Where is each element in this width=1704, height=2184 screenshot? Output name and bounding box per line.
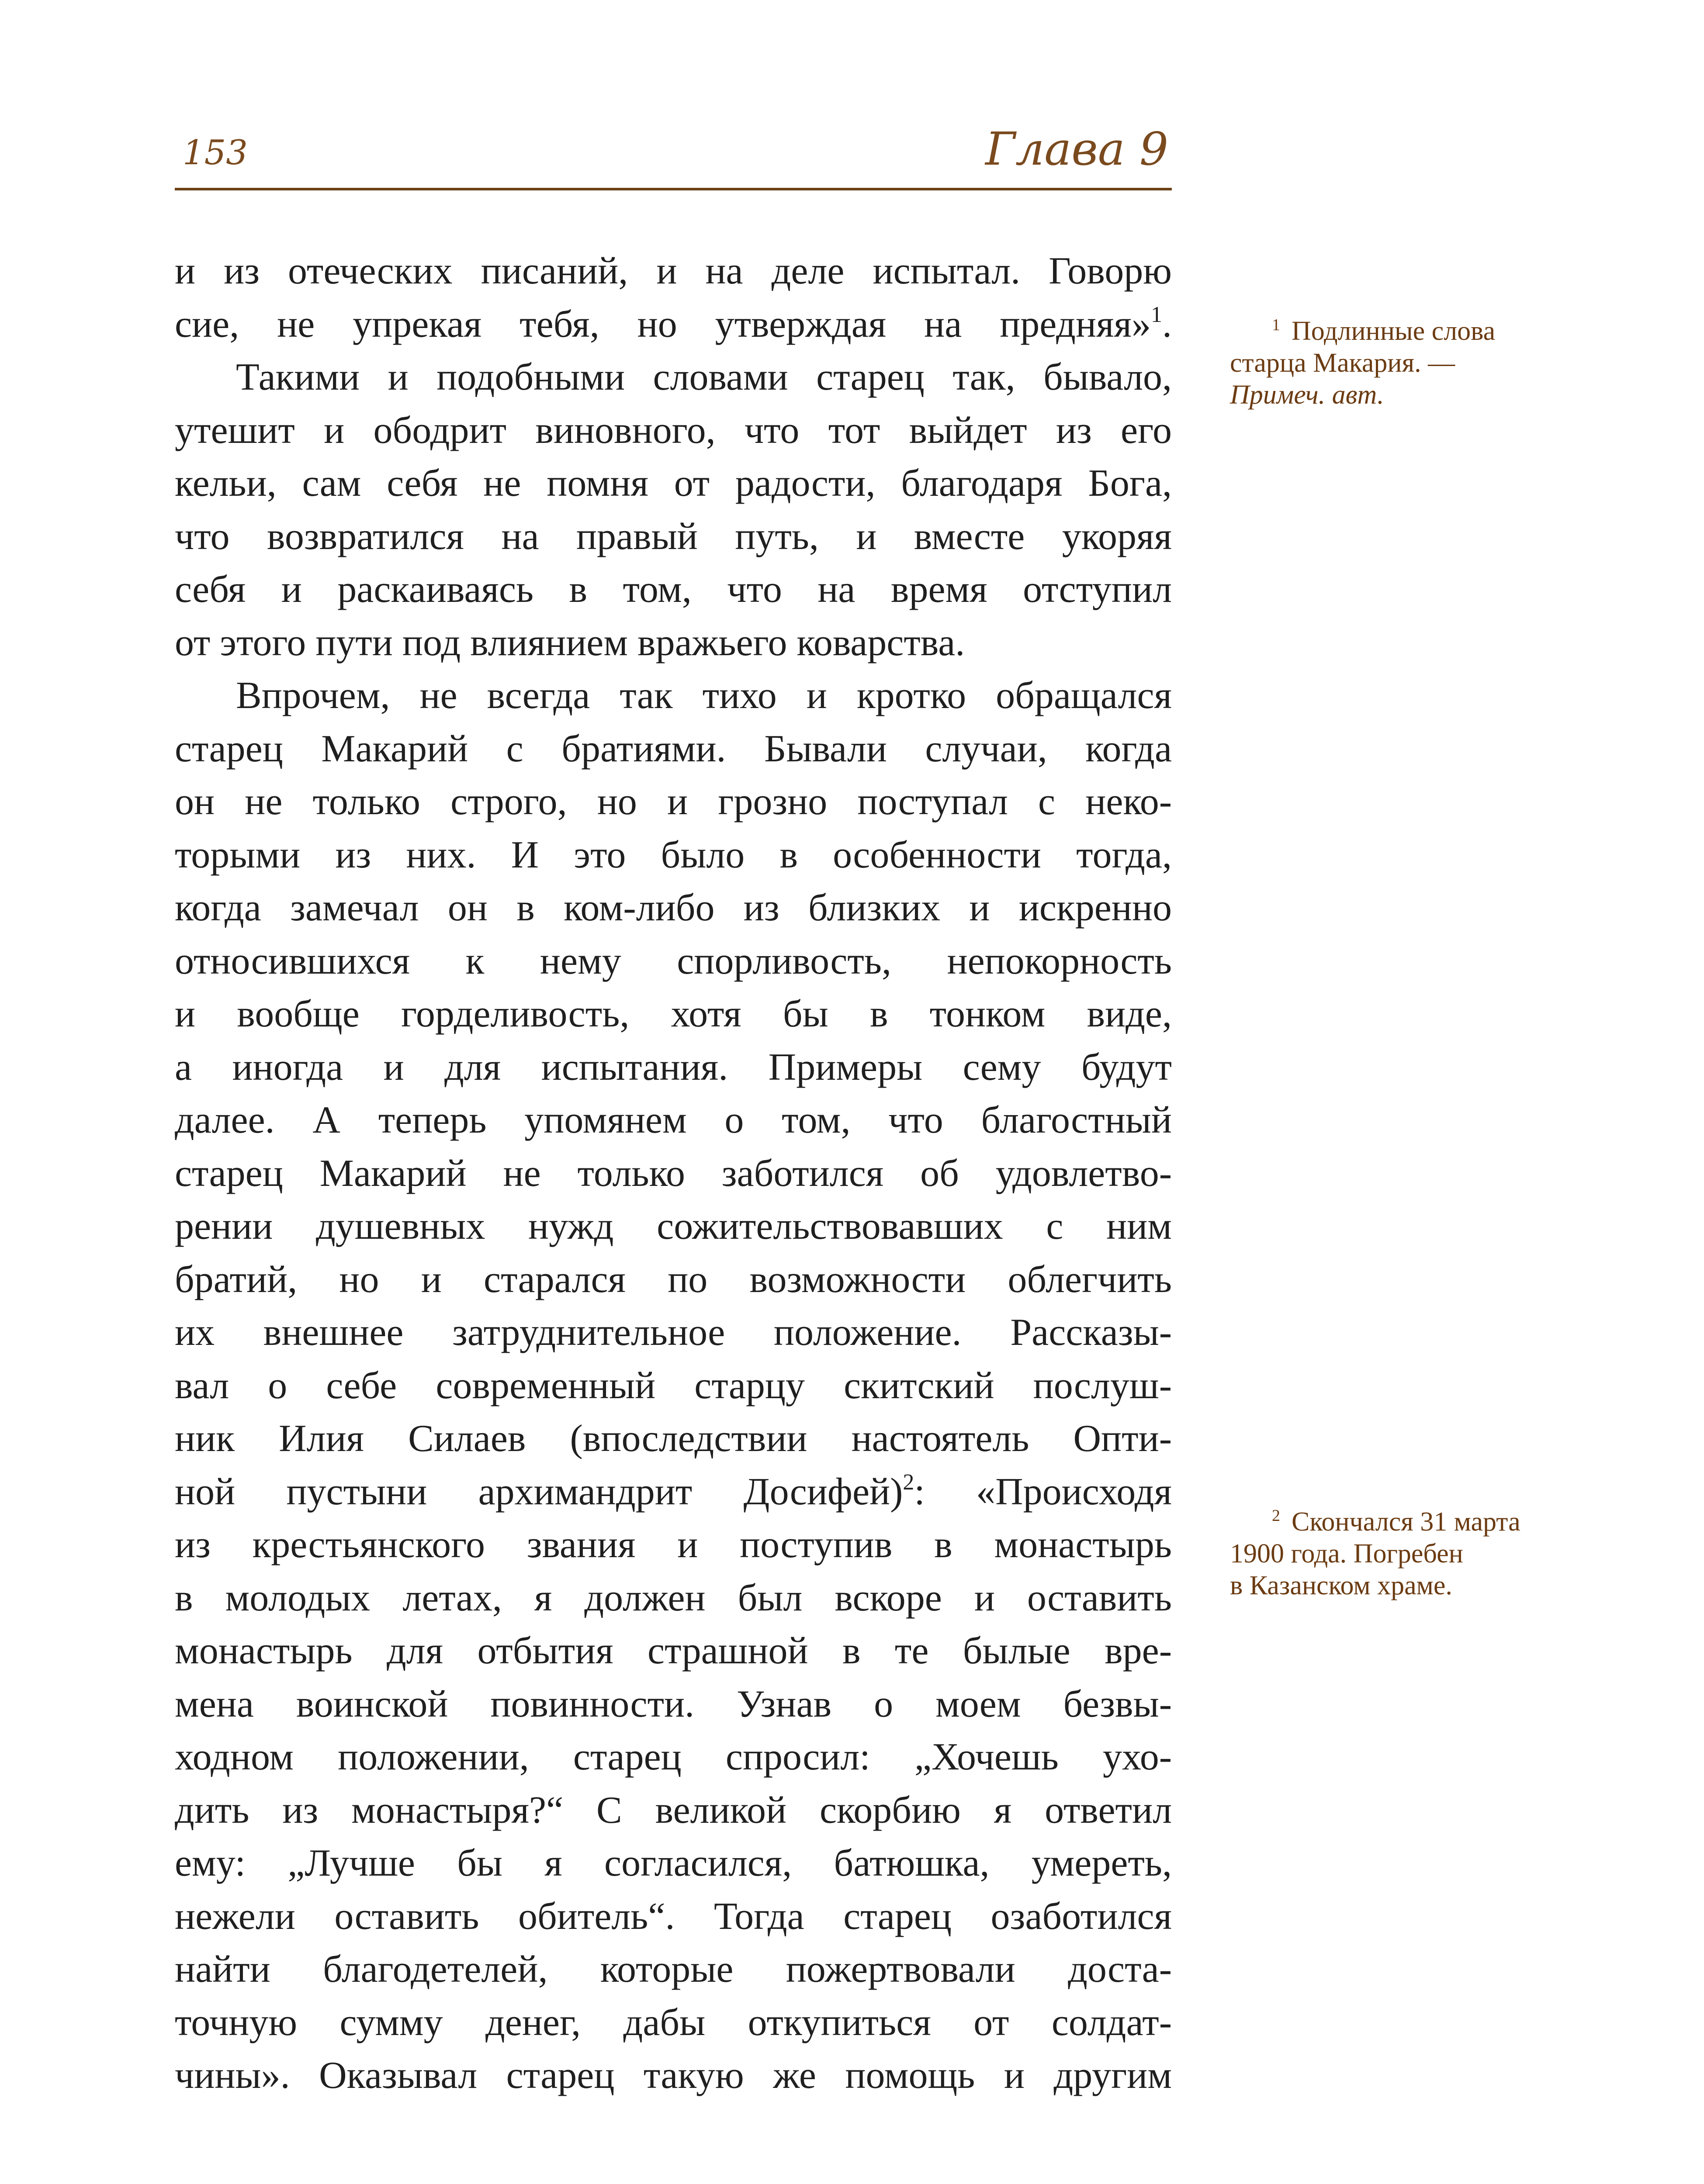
main-text-column xyxy=(175,245,1172,2102)
text-line: вал о себе современный старцу скитский послуш- xyxy=(175,1364,1172,1407)
text-line: кельи, сам себя не помня от радости, благодаря Бога, xyxy=(175,462,1172,505)
text-line: найти благодетелей, которые пожертвовали доста- xyxy=(175,1948,1172,1990)
text-line: он не только строго, но и грозно поступал с неко- xyxy=(175,781,1172,823)
text-fragment: : «Происходя xyxy=(914,1470,1172,1513)
text-line: а иногда и для испытания. Примеры сему будут xyxy=(175,1046,1172,1089)
text-line: нежели оставить обитель“. Тогда старец озаботился xyxy=(175,1895,1172,1938)
text-fragment: . xyxy=(1162,303,1172,346)
text-line xyxy=(175,1465,1172,1519)
running-header xyxy=(175,111,1172,177)
sidenote-line: старца Макария. — xyxy=(1230,348,1455,378)
text-line: торыми из них. И это было в особенности тогда, xyxy=(175,833,1172,876)
text-line: и из отеческих писаний, и на деле испытал. Говорю xyxy=(175,250,1172,292)
text-line: дить из монастыря?“ С великой скорбию я ответил xyxy=(175,1789,1172,1832)
sidenote-line xyxy=(1230,1506,1588,1538)
text-fragment: сие, не упрекая тебя, но утверждая на предняя» xyxy=(175,303,1151,346)
text-line: мена воинской повинности. Узнав о моем безвы- xyxy=(175,1683,1172,1725)
text-line: от этого пути под влиянием вражьего коварства. xyxy=(175,621,965,664)
text-line: братий, но и старался по возможности облегчить xyxy=(175,1258,1172,1301)
sidenote-line: 1900 года. Погребен xyxy=(1230,1539,1463,1569)
text-fragment: ной пустыни архимандрит Досифей) xyxy=(175,1470,903,1513)
footnote-ref-1[interactable]: 1 xyxy=(1151,302,1162,327)
sidenote-number: 2 xyxy=(1272,1507,1280,1525)
text-line: их внешнее затруднительное положение. Рассказы- xyxy=(175,1311,1172,1354)
sidenote-1 xyxy=(1230,315,1588,411)
text-line: утешит и ободрит виновного, что тот выйдет из его xyxy=(175,409,1172,452)
sidenote-author-note: Примеч. авт. xyxy=(1230,380,1384,410)
text-line: в молодых летах, я должен был вскоре и оставить xyxy=(175,1576,1172,1619)
text-line: себя и раскаиваясь в том, что на время отступил xyxy=(175,568,1172,611)
text-line: ему: „Лучше бы я согласился, батюшка, умереть, xyxy=(175,1842,1172,1884)
text-line: ник Илия Силаев (впоследствии настоятель Опти- xyxy=(175,1417,1172,1460)
text-line xyxy=(175,298,1172,351)
text-line: рении душевных нужд сожительствовавших с ним xyxy=(175,1205,1172,1248)
text-line: чины». Оказывал старец такую же помощь и другим xyxy=(175,2054,1172,2097)
sidenote-text: Подлинные слова xyxy=(1292,316,1496,346)
text-line: и вообще горделивость, хотя бы в тонком виде, xyxy=(175,993,1172,1035)
text-line: что возвратился на правый путь, и вместе укоряя xyxy=(175,515,1172,558)
text-line: точную сумму денег, дабы откупиться от солдат- xyxy=(175,2001,1172,2044)
text-line: монастырь для отбытия страшной в те былые вре- xyxy=(175,1630,1172,1672)
text-line: относившихся к нему спорливость, непокорность xyxy=(175,940,1172,982)
paragraph-start-line: Такими и подобными словами старец так, бывало, xyxy=(236,356,1172,398)
paragraph-start-line: Впрочем, не всегда так тихо и кротко обращался xyxy=(236,674,1172,717)
sidenote-2 xyxy=(1230,1506,1588,1602)
text-line: когда замечал он в ком-либо из близких и искренно xyxy=(175,887,1172,929)
text-line: старец Макарий с братиями. Бывали случаи, когда xyxy=(175,727,1172,770)
sidenote-text: Скончался 31 марта xyxy=(1292,1507,1520,1537)
chapter-title: Глава 9 xyxy=(985,122,1168,176)
footnote-ref-2[interactable]: 2 xyxy=(903,1469,914,1495)
text-line: ходном положении, старец спросил: „Хочешь ухо- xyxy=(175,1736,1172,1778)
sidenote-number: 1 xyxy=(1272,316,1280,334)
page-number: 153 xyxy=(183,133,248,173)
sidenote-line: в Казанском храме. xyxy=(1230,1571,1452,1600)
header-divider xyxy=(175,188,1172,190)
text-line: далее. А теперь упомянем о том, что благостный xyxy=(175,1099,1172,1141)
sidenote-line xyxy=(1230,315,1588,347)
sidenote-line xyxy=(1230,379,1588,411)
text-line: старец Макарий не только заботился об удовлетво- xyxy=(175,1152,1172,1195)
text-line: из крестьянского звания и поступив в монастырь xyxy=(175,1524,1172,1566)
